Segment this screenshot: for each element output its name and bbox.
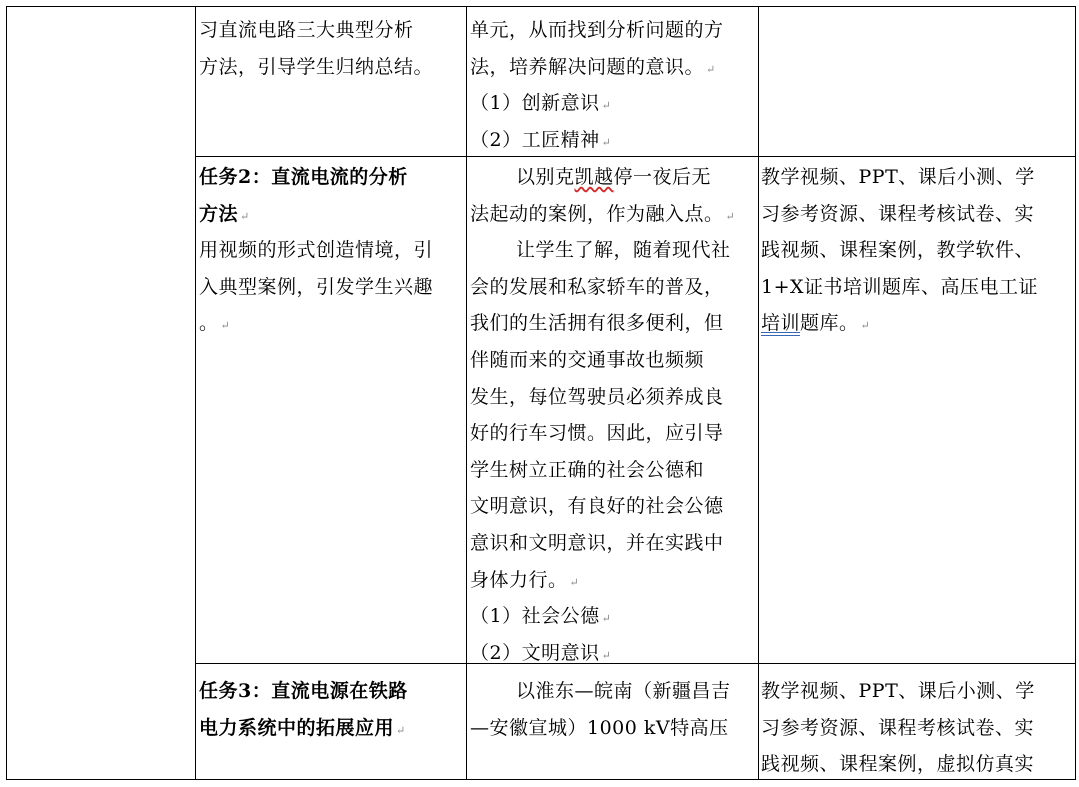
text-line: 入典型案例，引发学生兴趣 (199, 275, 434, 298)
text-line: 践视频、课程案例，虚拟仿真实 (761, 753, 1035, 776)
text-line: 习参考资源、课程考核试卷、实 (761, 202, 1035, 225)
task-title-line: 任务2：直流电流的分析 (199, 166, 408, 188)
text-line: 文明意识，有良好的社会公德 (470, 495, 724, 518)
paragraph-mark: ↵ (725, 209, 736, 223)
paragraph-mark: ↵ (601, 99, 612, 113)
text-line: 好的行车习惯。因此，应引导 (470, 422, 724, 445)
text-line: 培训题库。 ↵ (761, 312, 871, 335)
row3-col3-cell (470, 673, 756, 746)
text-line: 单元，从而找到分析问题的方 (470, 19, 724, 41)
task-title-line: 任务3：直流电源在铁路 (199, 680, 408, 702)
text-line: 让学生了解，随着现代社 (516, 239, 731, 262)
text-line: （2）工匠精神 ↵ (470, 128, 612, 151)
text-line: （2）文明意识 ↵ (470, 641, 612, 664)
row1-col2-cell (199, 12, 463, 85)
row2-col2-cell (199, 159, 463, 342)
paragraph-mark: ↵ (220, 319, 231, 333)
text-line: 。 ↵ (199, 312, 231, 335)
paragraph-mark: ↵ (706, 62, 716, 76)
text-line: 教学视频、PPT、课后小测、学 (761, 166, 1035, 188)
table-border-left (6, 6, 7, 780)
text-line: —安徽宣城）1000 kV特高压 (470, 716, 729, 739)
paragraph-mark: ↵ (601, 612, 612, 626)
task-title-line: 方法 ↵ (199, 202, 250, 225)
table-border-top (6, 6, 1076, 7)
text-line: 以别克凯越停一夜后无 (516, 166, 712, 188)
paragraph-mark: ↵ (569, 575, 580, 589)
text-line: 会的发展和私家轿车的普及， (470, 275, 724, 298)
paragraph-mark: ↵ (860, 319, 871, 333)
text-line: 1+X证书培训题库、高压电工证 (761, 275, 1039, 298)
text-line: 法起动的案例，作为融入点。 ↵ (470, 202, 736, 225)
row2-col4-cell (761, 159, 1074, 342)
text-line: 方法，引导学生归纳总结。 (199, 55, 434, 78)
text-line: 用视频的形式创造情境，引 (199, 239, 434, 262)
text-line: （1）社会公德 ↵ (470, 605, 612, 628)
text-line: 身体力行。 ↵ (470, 568, 580, 591)
text-line: 我们的生活拥有很多便利，但 (470, 312, 724, 335)
spellcheck-underline: 凯越 (574, 166, 614, 188)
text-line: 伴随而来的交通事故也频频 (470, 348, 705, 371)
paragraph-mark: ↵ (240, 209, 250, 223)
text-line: 践视频、课程案例，教学软件、 (761, 239, 1035, 262)
text-line: 习参考资源、课程考核试卷、实 (761, 716, 1035, 739)
text-line: 发生，每位驾驶员必须养成良 (470, 385, 724, 408)
text-line: 以淮东—皖南（新疆昌吉 (516, 680, 731, 702)
paragraph-mark: ↵ (601, 135, 612, 149)
grammar-underline: 培训 (761, 312, 801, 335)
text-line: 意识和文明意识，并在实践中 (470, 531, 724, 554)
text-line: （1）创新意识 ↵ (470, 92, 612, 115)
paragraph-mark: ↵ (601, 648, 612, 662)
task-title-line: 电力系统中的拓展应用 ↵ (199, 716, 406, 739)
text-line: 学生树立正确的社会公德和 (470, 458, 705, 481)
text-line: 教学视频、PPT、课后小测、学 (761, 680, 1035, 702)
row3-col4-cell (761, 673, 1074, 783)
row3-col2-cell (199, 673, 463, 746)
text-line: 法，培养解决问题的意识。 ↵ (470, 55, 716, 78)
text-line: 习直流电路三大典型分析 (199, 19, 414, 41)
paragraph-mark: ↵ (396, 723, 406, 737)
row1-col3-cell (470, 12, 756, 158)
row2-col3-cell (470, 159, 756, 671)
